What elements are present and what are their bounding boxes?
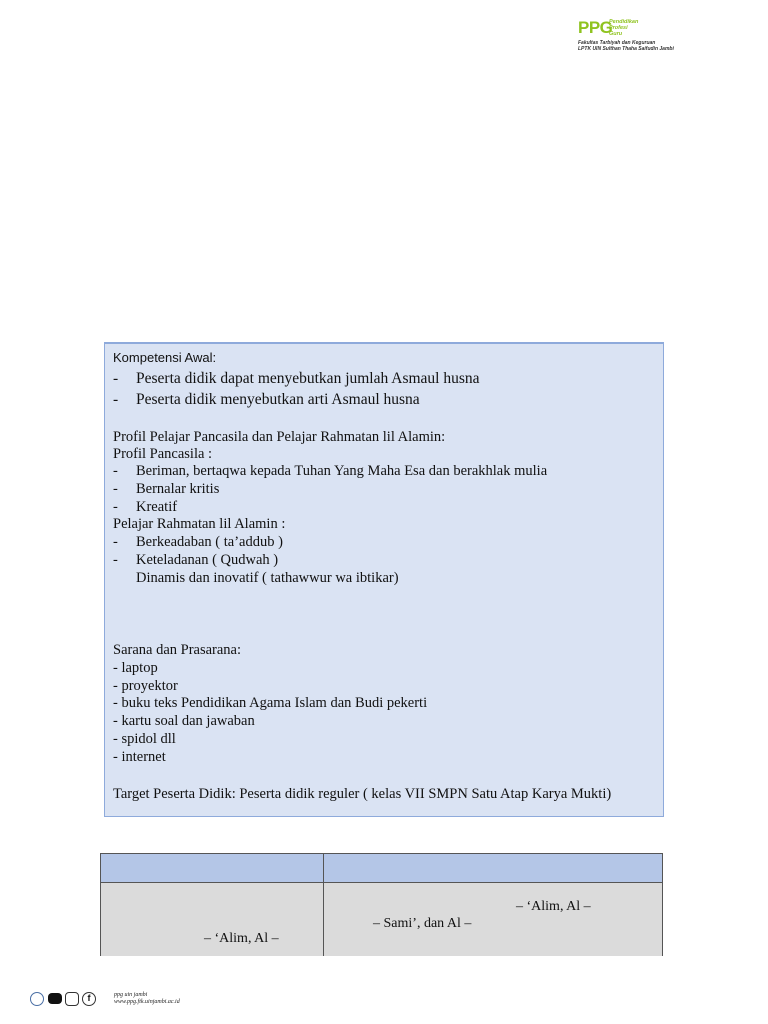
logo-faculty: Fakultas Tarbiyah dan Keguruan	[578, 40, 656, 46]
sarana-item: - buku teks Pendidikan Agama Islam dan Budi pekerti	[113, 695, 428, 711]
footer-handle: ppg uin jambi	[114, 992, 148, 998]
rahmatan-heading: Pelajar Rahmatan lil Alamin :	[113, 516, 286, 532]
logo-institution: LPTK UIN Sulthan Thaha Saifudin Jambi	[578, 46, 674, 52]
sarana-heading: Sarana dan Prasarana:	[113, 642, 242, 658]
table-header-cell	[324, 853, 663, 883]
sarana-item: - laptop	[113, 660, 158, 676]
table-header-cell	[100, 853, 324, 883]
ppg-logo	[578, 18, 688, 54]
logo-sub-2: Profesi	[609, 25, 628, 31]
instagram-icon	[65, 992, 79, 1006]
footer-website: www.ppg.ftk.uinjambi.ac.id	[114, 999, 180, 1005]
table-cell	[324, 883, 663, 956]
logo-sub-1: Pendidikan	[609, 19, 639, 25]
rahmatan-item: - Keteladanan ( Qudwah )	[113, 552, 279, 568]
rahmatan-item: - Berkeadaban ( ta’addub )	[113, 534, 283, 550]
pancasila-heading: Profil Pancasila :	[113, 446, 213, 462]
rahmatan-extra: Dinamis dan inovatif ( tathawwur wa ibtikar)	[136, 570, 399, 586]
logo-subtitle	[609, 19, 638, 37]
youtube-icon	[48, 993, 62, 1004]
sarana-item: - internet	[113, 749, 166, 765]
pancasila-item: - Kreatif	[113, 499, 178, 515]
logo-sub-3: Guru	[609, 31, 623, 37]
asmaul-husna-table	[100, 853, 663, 956]
target-text: Target Peserta Didik: Peserta didik reguler ( kelas VII SMPN Satu Atap Karya Mukti)	[113, 786, 612, 802]
sarana-item: - proyektor	[113, 678, 178, 694]
right-cell-text-1: – ‘Alim, Al –	[516, 899, 591, 914]
right-cell-text-2: – Sami’, dan Al –	[373, 916, 472, 931]
kompetensi-item: - Peserta didik menyebutkan arti Asmaul husna	[113, 391, 420, 408]
pancasila-item: - Bernalar kritis	[113, 481, 220, 497]
left-cell-text: – ‘Alim, Al –	[204, 931, 279, 946]
profil-heading: Profil Pelajar Pancasila dan Pelajar Rahmatan lil Alamin:	[113, 429, 446, 445]
globe-icon	[30, 992, 44, 1006]
table-cell	[100, 883, 324, 956]
sarana-item: - spidol dll	[113, 731, 176, 747]
pancasila-item: - Beriman, bertaqwa kepada Tuhan Yang Maha Esa dan berakhlak mulia	[113, 463, 548, 479]
info-box	[104, 342, 664, 817]
facebook-icon: f	[82, 992, 96, 1006]
kompetensi-heading: Kompetensi Awal:	[113, 350, 217, 365]
kompetensi-item: - Peserta didik dapat menyebutkan jumlah Asmaul husna	[113, 370, 480, 387]
footer	[30, 990, 230, 1010]
logo-main: PPG	[578, 18, 613, 37]
sarana-item: - kartu soal dan jawaban	[113, 713, 255, 729]
